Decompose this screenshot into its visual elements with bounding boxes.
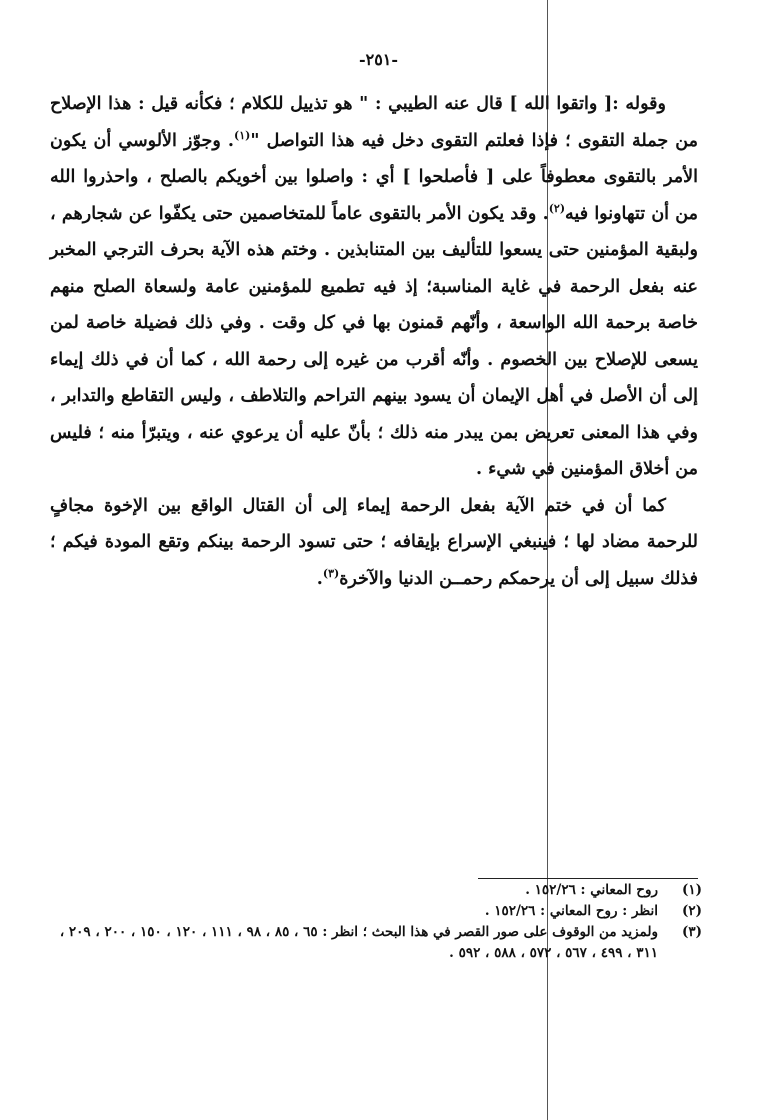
footnote-1 xyxy=(50,880,702,901)
footnote-2 xyxy=(50,901,702,922)
page-number: -٢٥١- xyxy=(358,50,399,69)
footnote-3-text: ولمزيد من الوقوف على صور القصر في هذا البحث ؛ انظر : ٦٥ ، ٨٥ ، ٩٨ ، ١١١ ، ١٢٠ ، ١٥٠ ، ٢٠٠ ، ٢٠٩ ، ٣١١ ، ٤٩٩ ، ٥٦٧ ، ٥٧٢ ، ٥٨٨ ، ٥٩٢ . xyxy=(59,924,658,961)
footnote-ref-3: (٣) xyxy=(322,566,340,580)
footnotes xyxy=(50,880,702,964)
paragraph-1 xyxy=(50,86,698,488)
footnote-divider xyxy=(478,878,698,879)
footnote-ref-2: (٢) xyxy=(548,201,566,215)
paragraph-2 xyxy=(50,488,698,598)
paragraph-2-text: كما أن في ختم الآية بفعل الرحمة إيماء إلى أن القتال الواقع بين الإخوة مجافٍ للرحمة مضاد لها ؛ فينبغي الإسراع بإيقافه ؛ حتى تسود الرحمة بينكم وتقع المودة فيكم ؛ فذلك سبيل إلى أن يرحمكم رحمــن الدنيا والآخرة xyxy=(50,495,698,589)
paragraph-1-text-c: . وقد يكون الأمر بالتقوى عاماً للمتخاصمين حتى يكفّوا عن شجارهم ، ولبقية المؤمنين حتى يسعوا للتأليف بين المتنابذين . وختم هذه الآية بحرف الترجي المخبر عنه بفعل الرحمة في غاية المناسبة؛ إذ فيه تطميع للمؤمنين عامة ولسعاة الصلح منهم خاصة برحمة الله الواسعة ، وأنّهم قمنون بها في كل وقت . وفي ذلك فضيلة خاصة لمن يسعى للإصلاح بين الخصوم . وأنّه أقرب من غيره إلى رحمة الله ، كما أن في ذلك إيماء إلى أن الأصل في أهل الإيمان أن يسود بينهم التراحم والتلاطف ، وليس التقاطع والتدابر ، وفي هذا المعنى تعريض بمن يبدر منه ذلك ؛ بأنّ عليه أن يرعوي عنه ، ويتبرّأ منه ؛ فليس من أخلاق المؤمنين في شيء . xyxy=(50,203,698,479)
paragraph-1-text-a: وقوله :[ واتقوا الله ] قال عنه الطيبي : " هو تذييل للكلام ؛ فكأنه قيل : هذا الإصلاح من جملة التقوى ؛ فإذا فعلتم التقوى دخل فيه هذا التواصل " xyxy=(50,94,698,151)
paragraph-1-text-b: . وجوّز الألوسي أن يكون الأمر بالتقوى معطوفاً على [ فأصلحوا ] أي : واصلوا بين أخويكم بالصلح ، واحذروا الله من أن تتهاونوا فيه xyxy=(50,130,698,224)
footnote-1-number: (١) xyxy=(681,882,702,898)
footnote-2-number: (٢) xyxy=(681,903,702,919)
footnote-3 xyxy=(50,922,702,964)
paragraph-2-end: . xyxy=(316,568,323,589)
footnote-1-text: روح المعاني : ١٥٢/٢٦ . xyxy=(525,882,658,898)
main-text xyxy=(50,86,698,597)
footnote-2-text: انظر : روح المعاني : ١٥٢/٢٦ . xyxy=(484,903,658,919)
footnote-3-number: (٣) xyxy=(681,924,702,940)
footnote-ref-1: (١) xyxy=(234,128,251,142)
